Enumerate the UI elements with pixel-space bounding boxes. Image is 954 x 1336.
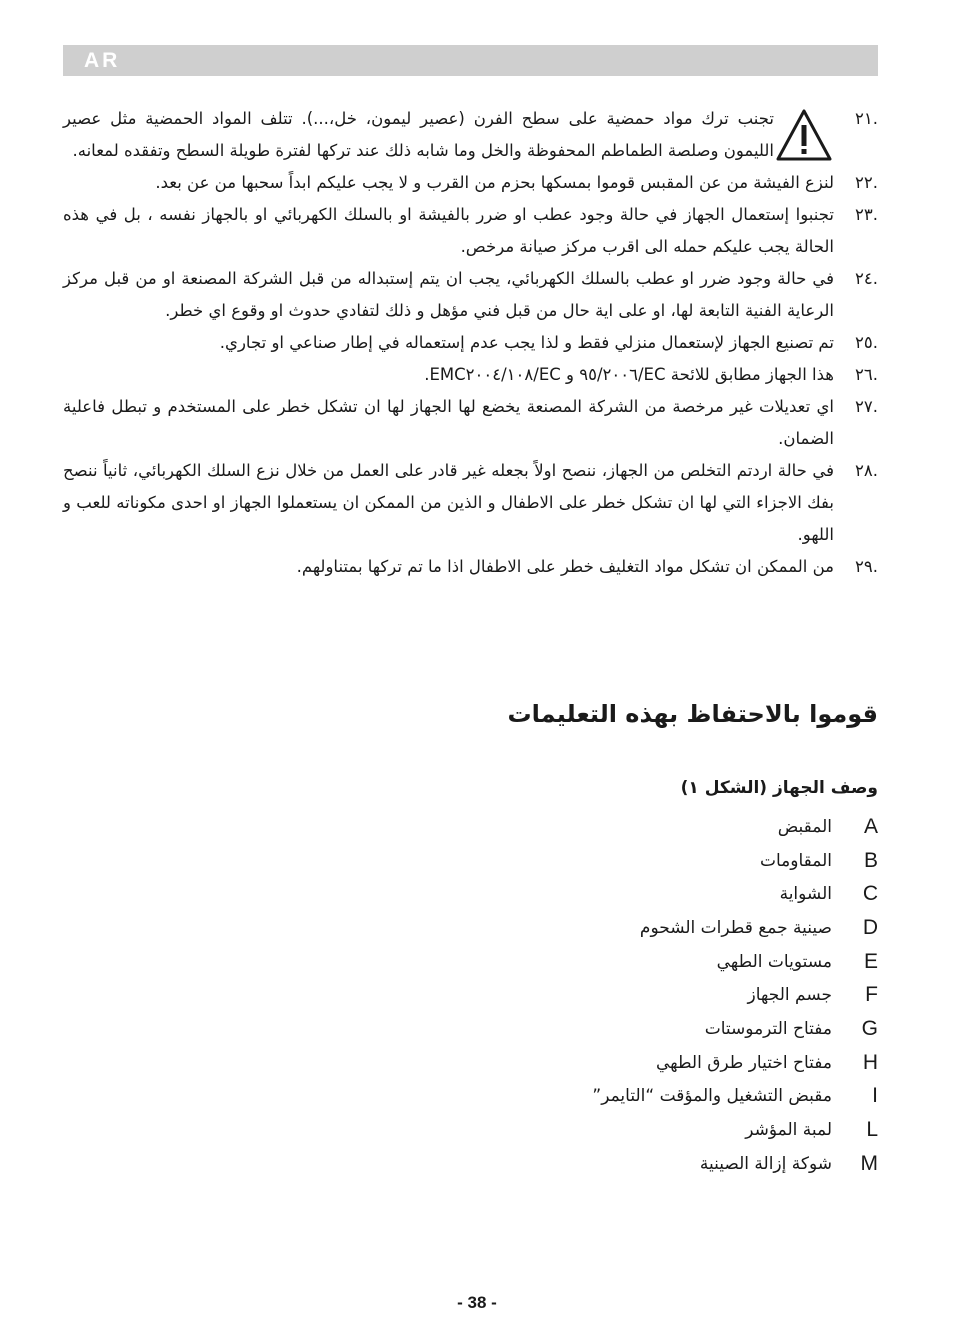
list-item [63,810,878,844]
list-item [63,1113,878,1147]
item-number: .٢١ [855,109,878,128]
list-item [63,391,878,455]
item-text: تجنب ترك مواد حمضية على سطح الفرن (عصير ليمون، خل،...). تتلف المواد الحمضية مثل عصير الليمون وصلصة الطماطم المحفوظة والخل وما شابه ذلك عند تركها لفترة طويلة السطح وتفقده لمعانه. [63,109,774,160]
list-item [63,945,878,979]
list-item [63,263,878,327]
page-number: - 38 - [457,1293,497,1312]
list-item [63,1147,878,1181]
part-letter: E [863,949,878,973]
list-item [63,978,878,1012]
item-text: هذا الجهاز مطابق للائحة EC/٩٥/٢٠٠٦ و EC/١٠٨/EMC٢٠٠٤. [424,365,834,384]
list-item [63,359,878,391]
part-letter: F [865,983,878,1007]
part-letter: L [866,1118,878,1142]
item-text: في حالة وجود ضرر او عطب بالسلك الكهربائي، يجب ان يتم إستبداله من قبل الشركة المصنعة او من قبل مركز الرعاية الفنية التابعة لها، او على اية حال من قبل فني مؤهل و ذلك لتفادي حدوث او وقوع اي خطر. [63,269,834,320]
item-number: .٢٦ [855,365,878,384]
item-number: .٢٢ [855,173,878,192]
part-letter: A [863,814,878,838]
part-label: جسم الجهاز [747,985,832,1006]
item-number: .٢٣ [855,205,878,224]
part-label: المقبض [777,816,832,837]
part-letter: M [860,1151,878,1175]
part-label: لمبة المؤشر [745,1120,832,1141]
part-letter: I [872,1084,878,1108]
part-letter: G [861,1016,878,1040]
part-letter: C [862,882,878,906]
part-letter: D [862,915,878,939]
item-text: في حالة اردتم التخلص من الجهاز، ننصح اولاً بجعله غير قادر على العمل من خلال نزع السلك الكهربائي، ثانياً ننصح بفك الاجزاء التي لها ان تشكل خطر على الاطفال و الذين من الممكن ان يستعملوا الجهاز او احدى مكوناته للعب و اللهو. [63,461,834,544]
list-item [63,551,878,583]
part-label: المقاومات [759,850,832,871]
item-number: .٢٧ [855,397,878,416]
list-item [63,1046,878,1080]
parts-heading: وصف الجهاز (الشكل ١) [680,778,878,798]
list-item [63,455,878,551]
item-number: .٢٤ [855,269,878,288]
item-text: لنزع الفيشة من عن المقبس قوموا بمسكها بحزم من القرب و لا يجب عليكم ابداً سحبها من عن بعد. [155,173,834,192]
item-text: من الممكن ان تشكل مواد التغليف خطر على الاطفال اذا ما تم تركها بمتناولهم. [296,557,834,576]
list-item [63,911,878,945]
warning-triangle-icon [774,107,834,165]
list-item [63,844,878,878]
part-label: شوكة إزالة الصينية [699,1153,832,1174]
part-label: مفتاح اختيار طرق الطهي [655,1052,832,1073]
list-item [63,327,878,359]
list-item [63,199,878,263]
part-label: مقبض التشغيل والمؤقت “التايمر” [592,1086,832,1107]
item-number: .٢٥ [855,333,878,352]
list-item [63,877,878,911]
list-item [63,103,878,167]
section-title: قوموا بالاحتفاظ بهذه التعليمات [507,700,878,728]
part-letter: H [862,1050,878,1074]
item-number: .٢٨ [855,461,878,480]
list-item [63,167,878,199]
item-text: اي تعديلات غير مرخصة من الشركة المصنعة يخضع لها الجهاز لها ان تشكل خطر على المستخدم و تبطل فاعلية الضمان. [63,397,834,448]
part-label: صينية جمع قطرات الشحوم [639,917,832,938]
item-text: تجنبوا إستعمال الجهاز في حالة وجود عطب او ضرر بالفيشة او بالسلك الكهربائي او بالجهاز نفسه ، بل في هذه الحالة يجب عليكم حمله الى اقرب مركز صيانة مرخص. [63,205,834,256]
language-header-bar [63,45,878,76]
list-item [63,1012,878,1046]
part-label: الشواية [779,884,832,905]
part-label: مفتاح الترموستات [704,1018,832,1039]
parts-list [63,810,878,1181]
item-text: تم تصنيع الجهاز لإستعمال منزلي فقط و لذا يجب عدم إستعماله في إطار صناعي او تجاري. [219,333,834,352]
part-letter: B [863,848,878,872]
part-label: مستويات الطهي [716,951,832,972]
item-number: .٢٩ [855,557,878,576]
safety-warnings-list [63,103,878,583]
language-code: AR [84,49,121,72]
list-item [63,1080,878,1114]
